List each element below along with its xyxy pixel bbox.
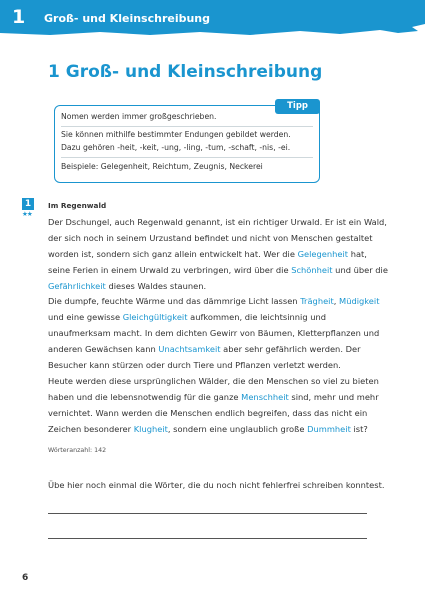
text-segment: Zeichen besonderer: [48, 423, 134, 434]
writing-line[interactable]: [48, 538, 367, 539]
text-segment: Die dumpfe, feuchte Wärme und das dämmrige Licht lassen: [48, 296, 301, 307]
highlighted-noun: Trägheit: [300, 296, 334, 307]
tip-box: [54, 101, 320, 183]
tip-divider: [61, 157, 313, 158]
text-line: [48, 374, 388, 390]
text-segment: ist?: [350, 423, 368, 434]
word-count: Wörteranzahl: 142: [48, 447, 107, 454]
text-segment: Heute werden diese ursprünglichen Wälder, die den Menschen so viel zu bieten: [48, 375, 379, 386]
text-segment: anderen Gewächsen kann: [48, 344, 159, 355]
text-segment: haben und die lebensnotwendig für die ganze: [48, 391, 242, 402]
text-line: [48, 390, 388, 406]
highlighted-noun: Dummheit: [307, 423, 351, 434]
tip-explanation: Sie können mithilfe bestimmter Endungen gebildet werden.: [61, 130, 291, 139]
highlighted-noun: Gefährlichkeit: [48, 280, 106, 291]
text-segment: unaufmerksam macht. In dem dichten Gewirr von Bäumen, Kletterpflanzen und: [48, 328, 380, 339]
tip-endings: Dazu gehören -heit, -keit, -ung, -ling, -tum, -schaft, -nis, -ei.: [61, 143, 291, 152]
text-line: [48, 215, 388, 231]
header-chapter-number: 1: [12, 6, 26, 28]
two-star-icon: ★★: [22, 210, 32, 218]
text-segment: seine Ferien in einem Urwald zu verbringen, wird über die: [48, 264, 292, 275]
text-segment: sind, mehr und mehr: [288, 391, 379, 402]
page-header: [0, 0, 425, 40]
text-line: [48, 279, 388, 295]
text-segment: aufkommen, die leichtsinnig und: [187, 312, 327, 323]
tip-examples: Beispiele: Gelegenheit, Reichtum, Zeugnis, Neckerei: [61, 162, 263, 171]
text-segment: worden ist, sondern sich ganz allein entwickelt hat. Wer die: [48, 248, 298, 259]
text-segment: und über die: [332, 264, 388, 275]
text-segment: , sondern eine unglaublich große: [167, 423, 308, 434]
highlighted-noun: Gelegenheit: [297, 248, 349, 259]
text-line: [48, 294, 388, 310]
text-line: [48, 358, 388, 374]
highlighted-noun: Klugheit: [133, 423, 168, 434]
exercise-instruction: Übe hier noch einmal die Wörter, die du noch nicht fehlerfrei schreiben konntest.: [48, 480, 385, 490]
highlighted-noun: Menschheit: [241, 391, 289, 402]
text-line: [48, 310, 388, 326]
exercise-number-badge: 1: [22, 198, 34, 210]
text-line: [48, 247, 388, 263]
highlighted-noun: Unachtsamkeit: [158, 344, 221, 355]
highlighted-noun: Gleichgültigkeit: [122, 312, 188, 323]
exercise-text: [48, 215, 388, 437]
text-segment: aber sehr gefährlich werden. Der: [220, 344, 361, 355]
text-line: [48, 326, 388, 342]
text-line: [48, 231, 388, 247]
text-segment: dieses Waldes staunen.: [105, 280, 207, 291]
text-segment: und eine gewisse: [48, 312, 123, 323]
text-segment: ,: [333, 296, 340, 307]
page-number: 6: [22, 573, 29, 583]
exercise-title: Im Regenwald: [48, 201, 107, 210]
text-line: [48, 406, 388, 422]
header-chapter-title: Groß- und Kleinschreibung: [44, 12, 211, 25]
tip-rule: Nomen werden immer großgeschrieben.: [61, 112, 217, 121]
text-line: [48, 263, 388, 279]
text-segment: Der Dschungel, auch Regenwald genannt, ist ein richtiger Urwald. Er ist ein Wald,: [48, 217, 387, 227]
writing-line[interactable]: [48, 513, 367, 514]
chapter-title: 1 Groß- und Kleinschreibung: [48, 62, 323, 82]
tip-label: Tipp: [275, 99, 320, 114]
text-line: [48, 422, 388, 438]
text-segment: der sich noch in seinem Urzustand befindet und nicht von Menschen gestaltet: [48, 232, 373, 243]
text-segment: vernichtet. Wann werden die Menschen endlich begreifen, dass das nicht ein: [48, 407, 368, 418]
highlighted-noun: Müdigkeit: [339, 296, 380, 307]
highlighted-noun: Schönheit: [291, 264, 333, 275]
tip-divider: [61, 126, 313, 127]
text-segment: Besucher kann stürzen oder durch Tiere und Pflanzen verletzt werden.: [48, 360, 341, 371]
text-segment: hat,: [348, 248, 367, 259]
text-line: [48, 342, 388, 358]
